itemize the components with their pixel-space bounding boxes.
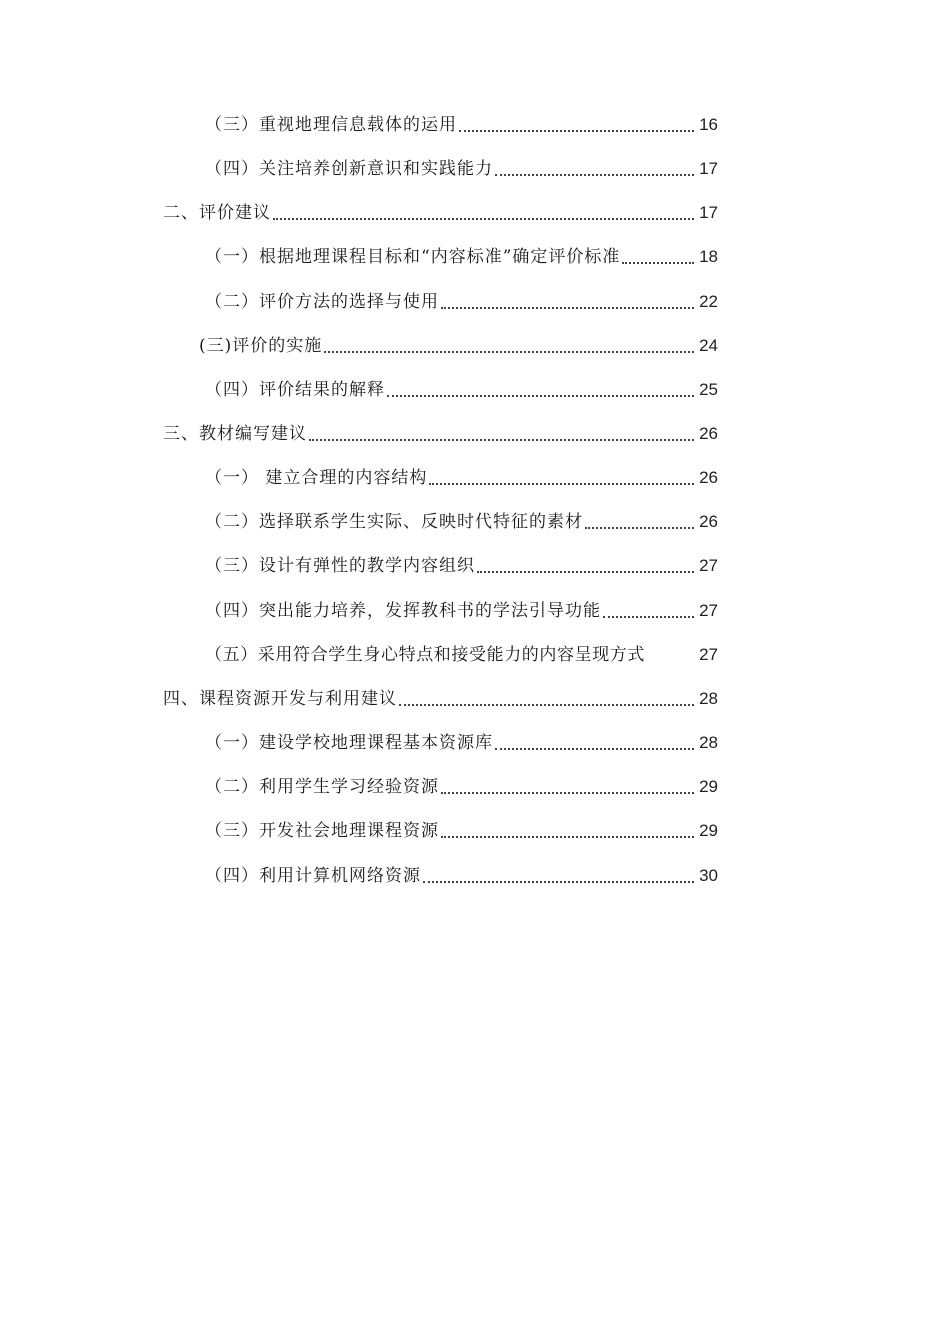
toc-entry-title: （四）利用计算机网络资源: [205, 866, 421, 886]
dot-leader: [441, 791, 694, 794]
dot-leader: [273, 217, 694, 220]
toc-entry[interactable]: [205, 816, 718, 846]
toc-entry[interactable]: [205, 861, 718, 891]
toc-entry[interactable]: [205, 110, 718, 140]
toc-entry-title: 四、课程资源开发与利用建议: [163, 689, 397, 709]
toc-entry[interactable]: [163, 198, 718, 228]
toc-entry-page: 28: [699, 733, 718, 752]
toc-entry-title: （一）建设学校地理课程基本资源库: [205, 733, 493, 753]
toc-entry-title: 三、教材编写建议: [163, 424, 307, 444]
toc-entry-page: 17: [699, 203, 718, 222]
toc-entry-title: （二）评价方法的选择与使用: [205, 292, 439, 312]
toc-entry-title: （五）采用符合学生身心特点和接受能力的内容呈现方式: [205, 645, 645, 665]
dot-leader: [429, 482, 694, 485]
toc-entry-page: 25: [699, 380, 718, 399]
toc-entry-title: （四）关注培养创新意识和实践能力: [205, 159, 493, 179]
toc-entry-title: （二）利用学生学习经验资源: [205, 777, 439, 797]
toc-entry-page: 30: [699, 866, 718, 885]
dot-leader: [495, 747, 694, 750]
toc-entry-page: 22: [699, 292, 718, 311]
toc-entry[interactable]: [163, 419, 718, 449]
toc-entry-page: 17: [699, 159, 718, 178]
dot-leader: [324, 350, 694, 353]
toc-entry-page: 16: [699, 115, 718, 134]
toc-entry[interactable]: [205, 287, 718, 317]
toc-entry[interactable]: [205, 242, 718, 272]
toc-entry[interactable]: [205, 154, 718, 184]
toc-entry-title: （一） 建立合理的内容结构: [205, 468, 428, 488]
toc-entry-page: 18: [699, 247, 718, 266]
toc-entry-title: (三)评价的实施: [199, 336, 323, 356]
toc-entry-page: 26: [699, 512, 718, 531]
toc-entry-page: 29: [699, 777, 718, 796]
dot-leader: [399, 703, 694, 706]
toc-entry[interactable]: [205, 728, 718, 758]
dot-leader: [585, 526, 694, 529]
toc-entry[interactable]: [205, 772, 718, 802]
dot-leader: [459, 129, 694, 132]
toc-entry-title: （一）根据地理课程目标和“内容标准”确定评价标准: [205, 247, 621, 267]
toc-entry-title: 二、评价建议: [163, 203, 271, 223]
dot-leader: [423, 880, 694, 883]
dot-leader: [647, 659, 694, 662]
toc-entry[interactable]: [205, 551, 718, 581]
dot-leader: [477, 570, 694, 573]
toc-entry-title: （三）开发社会地理课程资源: [205, 821, 439, 841]
toc-entry[interactable]: [205, 375, 718, 405]
dot-leader: [387, 394, 694, 397]
toc-entry[interactable]: [205, 463, 718, 493]
toc-entry-page: 26: [699, 424, 718, 443]
toc-entry[interactable]: [163, 684, 718, 714]
toc-entry-page: 28: [699, 689, 718, 708]
toc-entry[interactable]: [205, 640, 718, 670]
dot-leader: [441, 306, 694, 309]
toc-entry[interactable]: [205, 507, 718, 537]
toc-entry-title: （二）选择联系学生实际、反映时代特征的素材: [205, 512, 583, 532]
toc-entry-title: （四）突出能力培养，发挥教科书的学法引导功能: [205, 601, 601, 621]
toc-entry-page: 27: [699, 645, 718, 664]
dot-leader: [603, 615, 694, 618]
dot-leader: [441, 835, 694, 838]
dot-leader: [309, 438, 694, 441]
dot-leader: [495, 173, 694, 176]
toc-entry-page: 27: [699, 601, 718, 620]
toc-entry[interactable]: [205, 596, 718, 626]
toc-entry-page: 27: [699, 556, 718, 575]
toc-entry-title: （三）重视地理信息载体的运用: [205, 115, 457, 135]
toc-entry-title: （四）评价结果的解释: [205, 380, 385, 400]
toc-entry-page: 26: [699, 468, 718, 487]
toc-entry[interactable]: [199, 331, 718, 361]
toc-entry-page: 24: [699, 336, 718, 355]
toc-entry-page: 29: [699, 821, 718, 840]
dot-leader: [622, 261, 694, 264]
toc-entry-title: （三）设计有弹性的教学内容组织: [205, 556, 475, 576]
